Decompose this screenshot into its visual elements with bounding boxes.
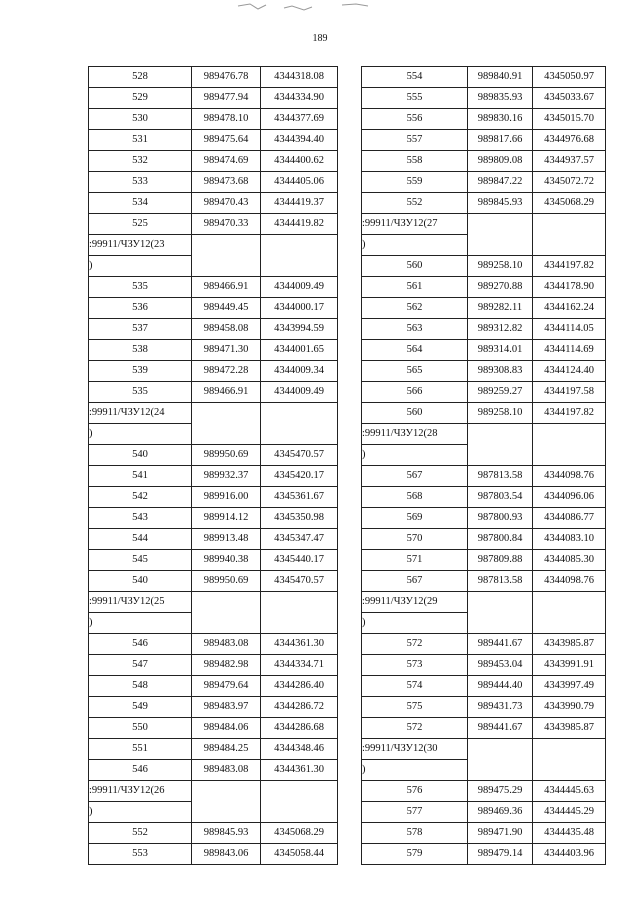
x-coordinate-cell: 987800.84	[468, 529, 533, 550]
point-number-cell: 552	[89, 823, 192, 844]
point-number-cell: 560	[362, 256, 468, 277]
table-row	[89, 655, 338, 676]
table-row	[89, 319, 338, 340]
empty-cell	[261, 781, 338, 823]
y-coordinate-cell: 4344286.72	[261, 697, 338, 718]
x-coordinate-cell: 989449.45	[192, 298, 261, 319]
point-number-cell: 546	[89, 634, 192, 655]
y-coordinate-cell: 4344096.06	[533, 487, 606, 508]
table-row	[89, 466, 338, 487]
table-row	[362, 802, 606, 823]
x-coordinate-cell: 989472.28	[192, 361, 261, 382]
x-coordinate-cell: 989477.94	[192, 88, 261, 109]
table-row	[89, 739, 338, 760]
y-coordinate-cell: 4343985.87	[533, 718, 606, 739]
table-row	[362, 550, 606, 571]
x-coordinate-cell: 989484.25	[192, 739, 261, 760]
table-row	[362, 130, 606, 151]
point-number-cell: 558	[362, 151, 468, 172]
parcel-label-cell-end: )	[89, 424, 192, 445]
point-number-cell: 569	[362, 508, 468, 529]
table-row	[89, 529, 338, 550]
x-coordinate-cell: 989809.08	[468, 151, 533, 172]
empty-cell	[261, 592, 338, 634]
empty-cell	[533, 424, 606, 466]
x-coordinate-cell: 989830.16	[468, 109, 533, 130]
x-coordinate-cell: 989484.06	[192, 718, 261, 739]
point-number-cell: 556	[362, 109, 468, 130]
point-number-cell: 567	[362, 466, 468, 487]
x-coordinate-cell: 989817.66	[468, 130, 533, 151]
table-row	[362, 718, 606, 739]
empty-cell	[261, 235, 338, 277]
y-coordinate-cell: 4344361.30	[261, 760, 338, 781]
point-number-cell: 543	[89, 508, 192, 529]
point-number-cell: 542	[89, 487, 192, 508]
table-row	[362, 529, 606, 550]
point-number-cell: 535	[89, 277, 192, 298]
table-row	[362, 697, 606, 718]
parcel-label-cell: :99911/ЧЗУ12(26	[89, 781, 192, 802]
point-number-cell: 529	[89, 88, 192, 109]
x-coordinate-cell: 989932.37	[192, 466, 261, 487]
table-row	[362, 67, 606, 88]
y-coordinate-cell: 4344114.05	[533, 319, 606, 340]
x-coordinate-cell: 989950.69	[192, 571, 261, 592]
empty-cell	[533, 739, 606, 781]
parcel-label-cell: :99911/ЧЗУ12(28	[362, 424, 468, 445]
x-coordinate-cell: 987800.93	[468, 508, 533, 529]
table-row	[89, 361, 338, 382]
parcel-label-cell-end: )	[89, 256, 192, 277]
y-coordinate-cell: 4344098.76	[533, 571, 606, 592]
empty-cell	[192, 592, 261, 634]
point-number-cell: 560	[362, 403, 468, 424]
x-coordinate-cell: 989471.30	[192, 340, 261, 361]
table-row	[362, 508, 606, 529]
point-number-cell: 525	[89, 214, 192, 235]
point-number-cell: 567	[362, 571, 468, 592]
y-coordinate-cell: 4345361.67	[261, 487, 338, 508]
y-coordinate-cell: 4345068.29	[533, 193, 606, 214]
parcel-label-row	[362, 592, 606, 613]
parcel-label-cell: :99911/ЧЗУ12(24	[89, 403, 192, 424]
y-coordinate-cell: 4344419.82	[261, 214, 338, 235]
y-coordinate-cell: 4344377.69	[261, 109, 338, 130]
y-coordinate-cell: 4344445.29	[533, 802, 606, 823]
empty-cell	[468, 592, 533, 634]
y-coordinate-cell: 4344334.90	[261, 88, 338, 109]
point-number-cell: 561	[362, 277, 468, 298]
point-number-cell: 572	[362, 718, 468, 739]
empty-cell	[261, 403, 338, 445]
y-coordinate-cell: 4344162.24	[533, 298, 606, 319]
x-coordinate-cell: 989314.01	[468, 340, 533, 361]
point-number-cell: 544	[89, 529, 192, 550]
x-coordinate-cell: 989471.90	[468, 823, 533, 844]
table-row	[362, 403, 606, 424]
y-coordinate-cell: 4345058.44	[261, 844, 338, 865]
table-body-right	[362, 67, 606, 865]
coordinates-table-right	[361, 66, 606, 865]
table-row	[362, 676, 606, 697]
y-coordinate-cell: 4345420.17	[261, 466, 338, 487]
scan-smudge	[232, 0, 392, 16]
y-coordinate-cell: 4344400.62	[261, 151, 338, 172]
y-coordinate-cell: 4344419.37	[261, 193, 338, 214]
y-coordinate-cell: 4344086.77	[533, 508, 606, 529]
table-row	[362, 109, 606, 130]
y-coordinate-cell: 4345068.29	[261, 823, 338, 844]
parcel-label-row	[89, 403, 338, 424]
table-row	[89, 634, 338, 655]
point-number-cell: 537	[89, 319, 192, 340]
x-coordinate-cell: 989483.08	[192, 634, 261, 655]
y-coordinate-cell: 4344318.08	[261, 67, 338, 88]
y-coordinate-cell: 4343994.59	[261, 319, 338, 340]
y-coordinate-cell: 4344001.65	[261, 340, 338, 361]
x-coordinate-cell: 987813.58	[468, 466, 533, 487]
parcel-label-row	[362, 424, 606, 445]
table-row	[89, 151, 338, 172]
parcel-label-cell-end: )	[362, 235, 468, 256]
y-coordinate-cell: 4344085.30	[533, 550, 606, 571]
point-number-cell: 545	[89, 550, 192, 571]
point-number-cell: 532	[89, 151, 192, 172]
y-coordinate-cell: 4344403.96	[533, 844, 606, 865]
point-number-cell: 540	[89, 445, 192, 466]
point-number-cell: 530	[89, 109, 192, 130]
point-number-cell: 533	[89, 172, 192, 193]
parcel-label-cell-end: )	[89, 802, 192, 823]
y-coordinate-cell: 4344286.68	[261, 718, 338, 739]
x-coordinate-cell: 989470.33	[192, 214, 261, 235]
table-row	[89, 67, 338, 88]
parcel-label-cell: :99911/ЧЗУ12(23	[89, 235, 192, 256]
x-coordinate-cell: 989441.67	[468, 634, 533, 655]
y-coordinate-cell: 4345072.72	[533, 172, 606, 193]
y-coordinate-cell: 4343997.49	[533, 676, 606, 697]
y-coordinate-cell: 4345050.97	[533, 67, 606, 88]
point-number-cell: 540	[89, 571, 192, 592]
point-number-cell: 555	[362, 88, 468, 109]
table-row	[362, 151, 606, 172]
y-coordinate-cell: 4345470.57	[261, 445, 338, 466]
y-coordinate-cell: 4344361.30	[261, 634, 338, 655]
y-coordinate-cell: 4345033.67	[533, 88, 606, 109]
point-number-cell: 559	[362, 172, 468, 193]
point-number-cell: 579	[362, 844, 468, 865]
point-number-cell: 538	[89, 340, 192, 361]
point-number-cell: 562	[362, 298, 468, 319]
x-coordinate-cell: 989466.91	[192, 382, 261, 403]
y-coordinate-cell: 4344178.90	[533, 277, 606, 298]
empty-cell	[468, 214, 533, 256]
point-number-cell: 550	[89, 718, 192, 739]
point-number-cell: 536	[89, 298, 192, 319]
point-number-cell: 574	[362, 676, 468, 697]
x-coordinate-cell: 989916.00	[192, 487, 261, 508]
parcel-label-cell: :99911/ЧЗУ12(27	[362, 214, 468, 235]
empty-cell	[192, 235, 261, 277]
point-number-cell: 572	[362, 634, 468, 655]
y-coordinate-cell: 4344009.49	[261, 382, 338, 403]
table-row	[362, 655, 606, 676]
point-number-cell: 548	[89, 676, 192, 697]
empty-cell	[533, 592, 606, 634]
y-coordinate-cell: 4344976.68	[533, 130, 606, 151]
x-coordinate-cell: 989441.67	[468, 718, 533, 739]
y-coordinate-cell: 4344445.63	[533, 781, 606, 802]
x-coordinate-cell: 989914.12	[192, 508, 261, 529]
parcel-label-cell: :99911/ЧЗУ12(25	[89, 592, 192, 613]
x-coordinate-cell: 989258.10	[468, 403, 533, 424]
x-coordinate-cell: 989458.08	[192, 319, 261, 340]
x-coordinate-cell: 989840.91	[468, 67, 533, 88]
point-number-cell: 573	[362, 655, 468, 676]
parcel-label-row	[362, 214, 606, 235]
table-row	[89, 277, 338, 298]
table-row	[89, 445, 338, 466]
point-number-cell: 557	[362, 130, 468, 151]
table-row	[89, 382, 338, 403]
x-coordinate-cell: 989453.04	[468, 655, 533, 676]
table-row	[89, 550, 338, 571]
y-coordinate-cell: 4344083.10	[533, 529, 606, 550]
x-coordinate-cell: 989479.64	[192, 676, 261, 697]
x-coordinate-cell: 989259.27	[468, 382, 533, 403]
x-coordinate-cell: 987803.54	[468, 487, 533, 508]
y-coordinate-cell: 4344937.57	[533, 151, 606, 172]
table-row	[362, 382, 606, 403]
y-coordinate-cell: 4344394.40	[261, 130, 338, 151]
x-coordinate-cell: 989845.93	[192, 823, 261, 844]
y-coordinate-cell: 4345440.17	[261, 550, 338, 571]
x-coordinate-cell: 989466.91	[192, 277, 261, 298]
table-row	[362, 361, 606, 382]
parcel-label-row	[89, 592, 338, 613]
y-coordinate-cell: 4344197.82	[533, 403, 606, 424]
x-coordinate-cell: 989483.08	[192, 760, 261, 781]
table-row	[89, 130, 338, 151]
point-number-cell: 568	[362, 487, 468, 508]
empty-cell	[468, 739, 533, 781]
x-coordinate-cell: 989475.29	[468, 781, 533, 802]
x-coordinate-cell: 989940.38	[192, 550, 261, 571]
parcel-label-row	[362, 739, 606, 760]
table-row	[89, 487, 338, 508]
x-coordinate-cell: 989469.36	[468, 802, 533, 823]
x-coordinate-cell: 989470.43	[192, 193, 261, 214]
x-coordinate-cell: 989308.83	[468, 361, 533, 382]
point-number-cell: 577	[362, 802, 468, 823]
x-coordinate-cell: 989270.88	[468, 277, 533, 298]
x-coordinate-cell: 989847.22	[468, 172, 533, 193]
x-coordinate-cell: 989835.93	[468, 88, 533, 109]
table-row	[362, 823, 606, 844]
x-coordinate-cell: 989312.82	[468, 319, 533, 340]
y-coordinate-cell: 4343985.87	[533, 634, 606, 655]
parcel-label-cell: :99911/ЧЗУ12(29	[362, 592, 468, 613]
y-coordinate-cell: 4343990.79	[533, 697, 606, 718]
table-row	[89, 172, 338, 193]
table-row	[89, 823, 338, 844]
page-number: 189	[312, 33, 328, 44]
table-row	[89, 718, 338, 739]
table-row	[362, 466, 606, 487]
x-coordinate-cell: 989476.78	[192, 67, 261, 88]
point-number-cell: 541	[89, 466, 192, 487]
x-coordinate-cell: 989475.64	[192, 130, 261, 151]
y-coordinate-cell: 4343991.91	[533, 655, 606, 676]
table-row	[362, 277, 606, 298]
table-body-left	[89, 67, 338, 865]
x-coordinate-cell: 989913.48	[192, 529, 261, 550]
table-row	[362, 172, 606, 193]
x-coordinate-cell: 989258.10	[468, 256, 533, 277]
x-coordinate-cell: 989479.14	[468, 844, 533, 865]
point-number-cell: 565	[362, 361, 468, 382]
y-coordinate-cell: 4344000.17	[261, 298, 338, 319]
y-coordinate-cell: 4344009.34	[261, 361, 338, 382]
x-coordinate-cell: 989843.06	[192, 844, 261, 865]
point-number-cell: 534	[89, 193, 192, 214]
table-row	[362, 256, 606, 277]
parcel-label-cell-end: )	[362, 760, 468, 781]
point-number-cell: 575	[362, 697, 468, 718]
table-row	[362, 571, 606, 592]
empty-cell	[192, 781, 261, 823]
x-coordinate-cell: 987809.88	[468, 550, 533, 571]
point-number-cell: 563	[362, 319, 468, 340]
y-coordinate-cell: 4344009.49	[261, 277, 338, 298]
x-coordinate-cell: 989474.69	[192, 151, 261, 172]
y-coordinate-cell: 4345015.70	[533, 109, 606, 130]
x-coordinate-cell: 989444.40	[468, 676, 533, 697]
x-coordinate-cell: 989431.73	[468, 697, 533, 718]
table-row	[362, 319, 606, 340]
x-coordinate-cell: 989950.69	[192, 445, 261, 466]
table-row	[89, 508, 338, 529]
x-coordinate-cell: 989845.93	[468, 193, 533, 214]
y-coordinate-cell: 4344124.40	[533, 361, 606, 382]
parcel-label-cell-end: )	[362, 445, 468, 466]
point-number-cell: 547	[89, 655, 192, 676]
table-row	[89, 676, 338, 697]
empty-cell	[468, 424, 533, 466]
coordinates-table-left	[88, 66, 338, 865]
x-coordinate-cell: 989473.68	[192, 172, 261, 193]
point-number-cell: 576	[362, 781, 468, 802]
y-coordinate-cell: 4344334.71	[261, 655, 338, 676]
point-number-cell: 549	[89, 697, 192, 718]
parcel-label-row	[89, 235, 338, 256]
y-coordinate-cell: 4344435.48	[533, 823, 606, 844]
table-row	[89, 298, 338, 319]
point-number-cell: 564	[362, 340, 468, 361]
x-coordinate-cell: 989483.97	[192, 697, 261, 718]
y-coordinate-cell: 4344197.58	[533, 382, 606, 403]
table-row	[362, 634, 606, 655]
empty-cell	[533, 214, 606, 256]
table-row	[362, 298, 606, 319]
parcel-label-cell: :99911/ЧЗУ12(30	[362, 739, 468, 760]
table-row	[89, 844, 338, 865]
point-number-cell: 528	[89, 67, 192, 88]
table-row	[362, 781, 606, 802]
x-coordinate-cell: 989482.98	[192, 655, 261, 676]
point-number-cell: 553	[89, 844, 192, 865]
point-number-cell: 531	[89, 130, 192, 151]
y-coordinate-cell: 4344197.82	[533, 256, 606, 277]
table-row	[89, 697, 338, 718]
table-row	[362, 487, 606, 508]
y-coordinate-cell: 4345470.57	[261, 571, 338, 592]
y-coordinate-cell: 4345347.47	[261, 529, 338, 550]
y-coordinate-cell: 4344114.69	[533, 340, 606, 361]
y-coordinate-cell: 4344348.46	[261, 739, 338, 760]
y-coordinate-cell: 4345350.98	[261, 508, 338, 529]
table-row	[89, 340, 338, 361]
y-coordinate-cell: 4344405.06	[261, 172, 338, 193]
empty-cell	[192, 403, 261, 445]
point-number-cell: 570	[362, 529, 468, 550]
point-number-cell: 552	[362, 193, 468, 214]
table-row	[362, 340, 606, 361]
point-number-cell: 551	[89, 739, 192, 760]
y-coordinate-cell: 4344286.40	[261, 676, 338, 697]
table-row	[89, 109, 338, 130]
point-number-cell: 546	[89, 760, 192, 781]
x-coordinate-cell: 987813.58	[468, 571, 533, 592]
x-coordinate-cell: 989478.10	[192, 109, 261, 130]
table-row	[89, 193, 338, 214]
table-row	[89, 571, 338, 592]
y-coordinate-cell: 4344098.76	[533, 466, 606, 487]
point-number-cell: 539	[89, 361, 192, 382]
table-row	[89, 760, 338, 781]
point-number-cell: 566	[362, 382, 468, 403]
point-number-cell: 554	[362, 67, 468, 88]
x-coordinate-cell: 989282.11	[468, 298, 533, 319]
point-number-cell: 578	[362, 823, 468, 844]
parcel-label-cell-end: )	[89, 613, 192, 634]
table-row	[362, 88, 606, 109]
table-row	[362, 844, 606, 865]
point-number-cell: 535	[89, 382, 192, 403]
parcel-label-row	[89, 781, 338, 802]
parcel-label-cell-end: )	[362, 613, 468, 634]
table-row	[89, 214, 338, 235]
point-number-cell: 571	[362, 550, 468, 571]
table-row	[362, 193, 606, 214]
table-row	[89, 88, 338, 109]
